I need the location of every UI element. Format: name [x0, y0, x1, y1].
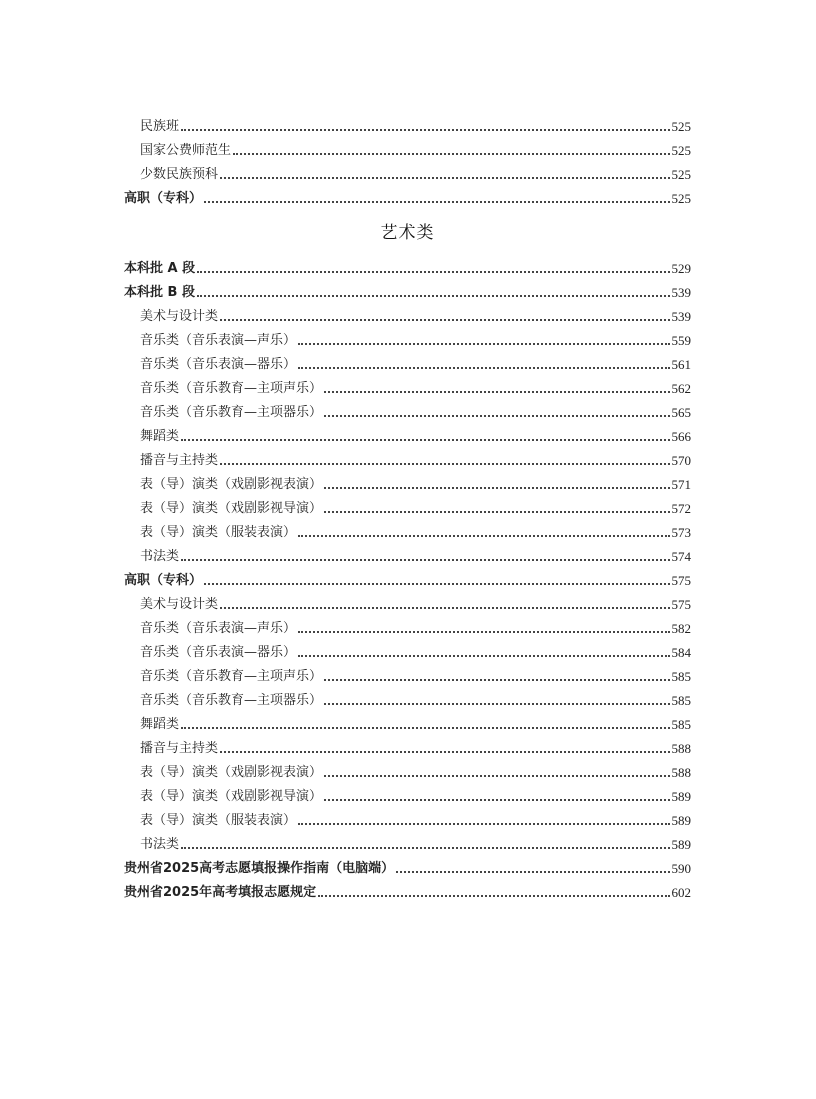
- toc-entry-page-number: 585: [671, 669, 691, 684]
- toc-entry-page-number: 574: [671, 549, 691, 564]
- toc-entry-label: 音乐类（音乐教育—主项器乐）: [140, 405, 323, 420]
- toc-entry-sub: [124, 111, 691, 135]
- toc-entry-label: 舞蹈类: [140, 429, 180, 444]
- toc-entry-sub: [124, 397, 691, 421]
- toc-entry-label: 本科批 B 段: [124, 285, 195, 300]
- dot-leader: [396, 871, 669, 873]
- toc-entry-page-number: 525: [671, 167, 691, 182]
- toc-entry-page-number: 539: [671, 309, 691, 324]
- toc-entry-sub: [124, 637, 691, 661]
- toc-entry-page-number: 566: [671, 429, 691, 444]
- toc-entry-sub: [124, 301, 691, 325]
- toc-entry-sub: [124, 135, 691, 159]
- dot-leader: [298, 367, 669, 369]
- toc-entry-label: 播音与主持类: [140, 741, 219, 756]
- dot-leader: [298, 655, 669, 657]
- dot-leader: [298, 535, 669, 537]
- dot-leader: [181, 727, 669, 729]
- toc-entry-page-number: 585: [671, 693, 691, 708]
- toc-entry-sub: [124, 493, 691, 517]
- toc-entry-sub: [124, 805, 691, 829]
- toc-entry-label: 少数民族预科: [140, 167, 219, 182]
- toc-entry-label: 书法类: [140, 549, 180, 564]
- dot-leader: [197, 295, 670, 297]
- toc-entry-label: 国家公费师范生: [140, 143, 232, 158]
- toc-entry-label: 舞蹈类: [140, 717, 180, 732]
- dot-leader: [181, 559, 669, 561]
- toc-entry-page-number: 571: [671, 477, 691, 492]
- toc-entry-page-number: 575: [671, 573, 691, 588]
- toc-group-top: [124, 111, 691, 207]
- dot-leader: [197, 271, 669, 273]
- toc-entry-label: 表（导）演类（戏剧影视导演）: [140, 789, 323, 804]
- dot-leader: [220, 607, 669, 609]
- toc-entry-page-number: 539: [671, 285, 691, 300]
- toc-entry-sub: [124, 757, 691, 781]
- toc-entry-label: 表（导）演类（戏剧影视表演）: [140, 765, 323, 780]
- toc-entry-main: [124, 183, 691, 207]
- dot-leader: [324, 415, 669, 417]
- toc-entry-page-number: 582: [671, 621, 691, 636]
- toc-entry-page-number: 602: [671, 885, 691, 900]
- toc-entry-page-number: 585: [671, 717, 691, 732]
- toc-entry-main: [124, 877, 691, 901]
- dot-leader: [204, 201, 669, 203]
- dot-leader: [181, 439, 669, 441]
- toc-entry-label: 民族班: [140, 119, 180, 134]
- toc-entry-page-number: 590: [671, 861, 691, 876]
- toc-entry-sub: [124, 541, 691, 565]
- dot-leader: [181, 847, 669, 849]
- toc-entry-sub: [124, 159, 691, 183]
- dot-leader: [220, 463, 669, 465]
- toc-entry-page-number: 525: [671, 191, 691, 206]
- toc-entry-label: 表（导）演类（戏剧影视表演）: [140, 477, 323, 492]
- toc-entry-sub: [124, 685, 691, 709]
- toc-entry-sub: [124, 349, 691, 373]
- toc-entry-label: 书法类: [140, 837, 180, 852]
- toc-entry-label: 贵州省2025高考志愿填报操作指南（电脑端）: [124, 861, 395, 876]
- toc-entry-sub: [124, 325, 691, 349]
- toc-entry-page-number: 561: [671, 357, 691, 372]
- toc-entry-page-number: 584: [671, 645, 691, 660]
- dot-leader: [324, 799, 669, 801]
- toc-entry-sub: [124, 373, 691, 397]
- dot-leader: [298, 823, 669, 825]
- toc-entry-label: 音乐类（音乐表演—声乐）: [140, 333, 297, 348]
- toc-entry-main: [124, 853, 691, 877]
- dot-leader: [181, 129, 669, 131]
- toc-entry-label: 音乐类（音乐表演—器乐）: [140, 645, 297, 660]
- toc-entry-label: 音乐类（音乐表演—声乐）: [140, 621, 297, 636]
- toc-entry-page-number: 525: [671, 119, 691, 134]
- dot-leader: [220, 751, 669, 753]
- toc-entry-label: 音乐类（音乐教育—主项声乐）: [140, 381, 323, 396]
- dot-leader: [324, 487, 669, 489]
- toc-entry-page-number: 573: [671, 525, 691, 540]
- toc-entry-page-number: 589: [671, 813, 691, 828]
- toc-entry-label: 美术与设计类: [140, 309, 219, 324]
- dot-leader: [204, 583, 669, 585]
- toc-entry-sub: [124, 445, 691, 469]
- toc-entry-sub: [124, 613, 691, 637]
- toc-entry-sub: [124, 517, 691, 541]
- toc-entry-page-number: 565: [671, 405, 691, 420]
- toc-entry-label: 播音与主持类: [140, 453, 219, 468]
- toc-entry-label: 高职（专科）: [124, 191, 203, 206]
- toc-entry-label: 表（导）演类（服装表演）: [140, 813, 297, 828]
- dot-leader: [298, 343, 669, 345]
- toc-entry-sub: [124, 829, 691, 853]
- toc-entry-label: 美术与设计类: [140, 597, 219, 612]
- toc-entry-label: 音乐类（音乐教育—主项器乐）: [140, 693, 323, 708]
- toc-entry-page-number: 572: [671, 501, 691, 516]
- toc-entry-sub: [124, 589, 691, 613]
- toc-entry-page-number: 570: [671, 453, 691, 468]
- toc-entry-sub: [124, 661, 691, 685]
- dot-leader: [220, 319, 669, 321]
- dot-leader: [220, 177, 669, 179]
- dot-leader: [324, 511, 669, 513]
- table-of-contents: [124, 111, 691, 901]
- toc-entry-label: 表（导）演类（服装表演）: [140, 525, 297, 540]
- toc-entry-sub: [124, 733, 691, 757]
- toc-group-art: [124, 253, 691, 901]
- toc-entry-page-number: 588: [671, 741, 691, 756]
- toc-entry-label: 本科批 A 段: [124, 261, 196, 276]
- toc-entry-page-number: 562: [671, 381, 691, 396]
- toc-entry-main: [124, 253, 691, 277]
- toc-entry-label: 表（导）演类（戏剧影视导演）: [140, 501, 323, 516]
- toc-entry-page-number: 529: [671, 261, 691, 276]
- toc-entry-sub: [124, 469, 691, 493]
- dot-leader: [318, 895, 669, 897]
- dot-leader: [324, 775, 669, 777]
- toc-entry-label: 音乐类（音乐教育—主项声乐）: [140, 669, 323, 684]
- dot-leader: [324, 391, 669, 393]
- toc-entry-page-number: 588: [671, 765, 691, 780]
- toc-entry-sub: [124, 709, 691, 733]
- toc-entry-page-number: 525: [671, 143, 691, 158]
- toc-entry-page-number: 589: [671, 789, 691, 804]
- toc-entry-page-number: 575: [671, 597, 691, 612]
- toc-entry-main: [124, 565, 691, 589]
- dot-leader: [324, 703, 669, 705]
- toc-entry-label: 音乐类（音乐表演—器乐）: [140, 357, 297, 372]
- dot-leader: [324, 679, 669, 681]
- toc-entry-sub: [124, 781, 691, 805]
- toc-entry-label: 高职（专科）: [124, 573, 203, 588]
- toc-entry-page-number: 589: [671, 837, 691, 852]
- dot-leader: [298, 631, 669, 633]
- toc-entry-sub: [124, 421, 691, 445]
- dot-leader: [233, 153, 669, 155]
- section-title: 艺术类: [380, 222, 435, 243]
- toc-entry-label: 贵州省2025年高考填报志愿规定: [124, 885, 317, 900]
- toc-entry-main: [124, 277, 691, 301]
- toc-entry-page-number: 559: [671, 333, 691, 348]
